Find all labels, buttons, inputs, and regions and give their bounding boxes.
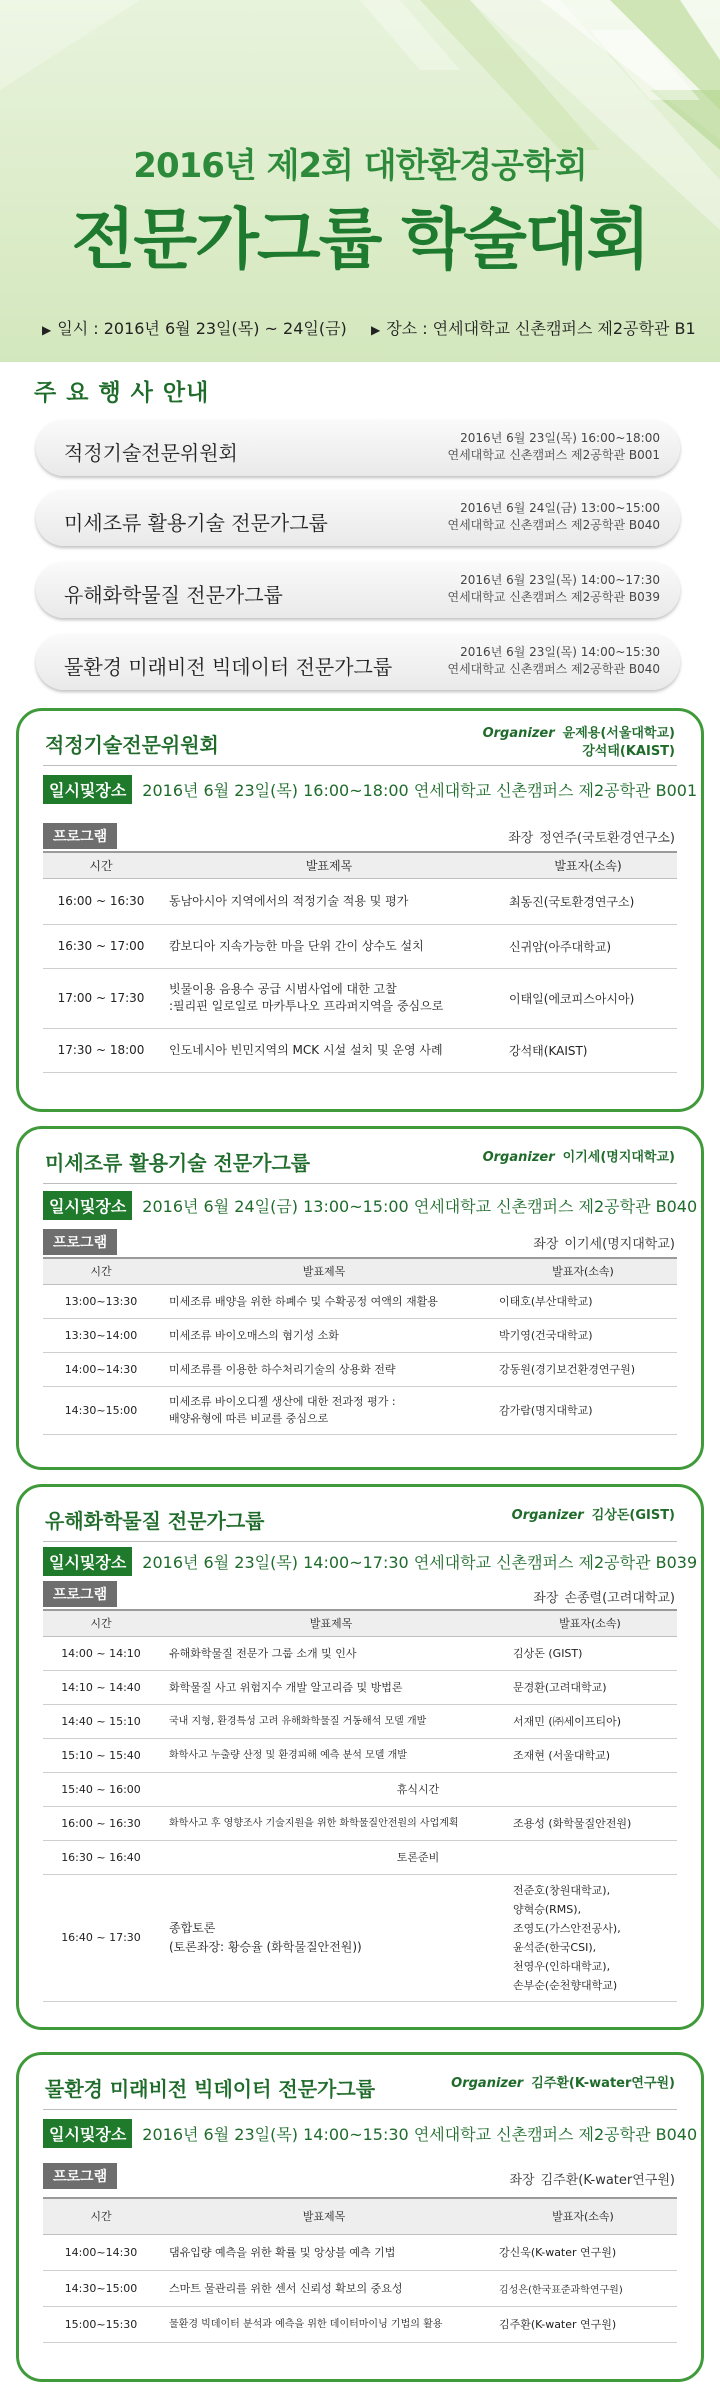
triangle-right-icon: ▶ — [370, 323, 381, 337]
row-title: 화학사고 누출량 산정 및 환경피해 예측 분석 모델 개발 — [159, 1738, 503, 1772]
row-time: 16:40 ~ 17:30 — [43, 1874, 159, 2001]
row-speaker: 김성은(한국표준과학연구원) — [489, 2270, 677, 2306]
speaker-line: 전준호(창원대학교), — [513, 1883, 611, 1897]
table-row — [43, 1386, 677, 1434]
table-row — [43, 1806, 677, 1840]
row-break: 휴식시간 — [159, 1772, 677, 1806]
agenda-item-date: 2016년 6월 23일(목) 16:00~18:00 — [460, 431, 660, 445]
section-title: 적정기술전문위원회 — [45, 733, 219, 757]
section-card-appropriate-tech — [16, 708, 704, 1112]
speaker-line: 양혁승(RMS), — [513, 1902, 582, 1916]
row-time: 14:30~15:00 — [43, 1386, 159, 1434]
speaker-line: 천영우(인하대학교), — [513, 1959, 611, 1973]
divider — [43, 765, 677, 766]
row-speaker: 김상돈 (GIST) — [503, 1636, 677, 1670]
event-venue: 장소 : 연세대학교 신촌캠퍼스 제2공학관 B1 — [386, 319, 696, 338]
section-organizer — [512, 1507, 675, 1525]
row-time: 16:30 ~ 16:40 — [43, 1840, 159, 1874]
row-speaker: 최동진(국토환경연구소) — [499, 878, 677, 924]
row-time: 14:00 ~ 14:10 — [43, 1636, 159, 1670]
row-speaker: 강신욱(K-water 연구원) — [489, 2234, 677, 2270]
agenda-item-name: 물환경 미래비전 빅데이터 전문가그룹 — [64, 655, 393, 679]
program-tag: 프로그램 — [43, 1581, 117, 1607]
row-speaker: 조용성 (화학물질안전원) — [503, 1806, 677, 1840]
agenda-item-name: 유해화학물질 전문가그룹 — [64, 583, 283, 607]
table-row — [43, 1670, 677, 1704]
agenda-item-place: 연세대학교 신촌캠퍼스 제2공학관 B001 — [447, 448, 660, 462]
table-header — [43, 2198, 677, 2234]
agenda-item-when — [447, 572, 660, 606]
organizer-name: 김주환(K-water연구원) — [531, 2076, 675, 2091]
row-title — [159, 1386, 489, 1434]
agenda-item-place: 연세대학교 신촌캠퍼스 제2공학관 B040 — [447, 518, 660, 532]
chair-name: 이기세(명지대학교) — [564, 1237, 675, 1252]
organizer-label: Organizer — [482, 1150, 555, 1165]
chair-name: 손종렬(고려대학교) — [564, 1591, 675, 1606]
row-title: 화학물질 사고 위험지수 개발 알고리즘 및 방법론 — [159, 1670, 503, 1704]
row-title-line1: 종합토론 — [169, 1920, 216, 1935]
agenda-item-when — [447, 644, 660, 678]
program-table — [43, 1257, 677, 1435]
table-row — [43, 1028, 677, 1072]
datetime-tag: 일시및장소 — [43, 1191, 132, 1220]
row-title-line1: 빗물이용 음용수 공급 시범사업에 대한 고찰 — [169, 982, 397, 996]
agenda-heading: 주 요 행 사 안내 — [34, 380, 210, 406]
section-title: 미세조류 활용기술 전문가그룹 — [45, 1151, 311, 1175]
section-chair — [509, 2169, 675, 2188]
agenda-item-when — [447, 430, 660, 464]
row-speaker: 서재민 (㈜세이프티아) — [503, 1704, 677, 1738]
row-time: 15:40 ~ 16:00 — [43, 1772, 159, 1806]
col-title: 발표제목 — [159, 2198, 489, 2234]
agenda-item-place: 연세대학교 신촌캠퍼스 제2공학관 B039 — [447, 590, 660, 604]
col-speaker: 발표자(소속) — [489, 1258, 677, 1284]
row-title: 유해화학물질 전문가 그룹 소개 및 인사 — [159, 1636, 503, 1670]
row-title: 스마트 물관리를 위한 센서 신뢰성 확보의 중요성 — [159, 2270, 489, 2306]
row-title-line2: (토론좌장: 황승율 (화학물질안전원)) — [169, 1939, 362, 1954]
datetime-tag: 일시및장소 — [43, 775, 132, 804]
table-row — [43, 968, 677, 1028]
table-row — [43, 1704, 677, 1738]
program-table — [43, 851, 677, 1073]
table-row — [43, 1840, 677, 1874]
section-organizer — [483, 1149, 675, 1167]
col-time: 시간 — [43, 1610, 159, 1636]
row-time: 16:30 ~ 17:00 — [43, 924, 159, 968]
section-chair — [533, 1233, 675, 1252]
datetime-text: 2016년 6월 24일(금) 13:00~15:00 연세대학교 신촌캠퍼스 제2공학관 B040 — [142, 1197, 698, 1216]
row-title: 국내 지형, 환경특성 고려 유해화학물질 거동해석 모델 개발 — [159, 1704, 503, 1738]
divider — [43, 1541, 677, 1542]
row-time: 14:00~14:30 — [43, 1352, 159, 1386]
row-speaker: 감가람(명지대학교) — [489, 1386, 677, 1434]
row-time: 15:10 ~ 15:40 — [43, 1738, 159, 1772]
row-speaker: 강동원(경기보건환경연구원) — [489, 1352, 677, 1386]
row-time: 14:00~14:30 — [43, 2234, 159, 2270]
row-time: 16:00 ~ 16:30 — [43, 878, 159, 924]
agenda-item-date: 2016년 6월 23일(목) 14:00~15:30 — [460, 645, 660, 659]
row-speaker: 조재현 (서울대학교) — [503, 1738, 677, 1772]
row-title: 화학사고 후 영향조사 기술지원을 위한 화학물질안전원의 사업계획 — [159, 1806, 503, 1840]
row-time: 14:10 ~ 14:40 — [43, 1670, 159, 1704]
agenda-item-name: 미세조류 활용기술 전문가그룹 — [64, 511, 328, 535]
col-speaker: 발표자(소속) — [503, 1610, 677, 1636]
row-title-line1: 미세조류 바이오디젤 생산에 대한 전과정 평가 : — [169, 1395, 396, 1408]
section-chair — [533, 1587, 675, 1606]
row-time: 15:00~15:30 — [43, 2306, 159, 2342]
event-date: 일시 : 2016년 6월 23일(목) ~ 24일(금) — [57, 319, 347, 338]
row-speaker: 김주환(K-water 연구원) — [489, 2306, 677, 2342]
datetime-tag: 일시및장소 — [43, 1547, 132, 1576]
row-title: 인도네시아 빈민지역의 MCK 시설 설치 및 운영 사례 — [159, 1028, 499, 1072]
agenda-item — [36, 634, 680, 690]
col-title: 발표제목 — [159, 1258, 489, 1284]
divider — [43, 2109, 677, 2110]
event-subtitle: 2016년 제2회 대한환경공학회 — [133, 146, 587, 186]
row-title: 물환경 빅데이터 분석과 예측을 위한 데이터마이닝 기법의 활용 — [159, 2306, 489, 2342]
row-speaker: 이태일(에코피스아시아) — [499, 968, 677, 1028]
table-row — [43, 2270, 677, 2306]
table-row — [43, 1772, 677, 1806]
row-title: 미세조류 배양을 위한 하폐수 및 수확공정 여액의 재활용 — [159, 1284, 489, 1318]
table-header — [43, 852, 677, 878]
row-title: 캄보디아 지속가능한 마을 단위 간이 상수도 설치 — [159, 924, 499, 968]
table-row — [43, 1636, 677, 1670]
agenda-item — [36, 420, 680, 476]
col-time: 시간 — [43, 2198, 159, 2234]
table-row — [43, 1874, 677, 2001]
row-break: 토론준비 — [159, 1840, 677, 1874]
agenda-item-when — [447, 500, 660, 534]
row-speaker: 신귀암(아주대학교) — [499, 924, 677, 968]
divider — [43, 1183, 677, 1184]
section-organizer — [451, 2075, 675, 2093]
datetime-text: 2016년 6월 23일(목) 16:00~18:00 연세대학교 신촌캠퍼스 제2공학관 B001 — [142, 781, 698, 800]
table-header — [43, 1610, 677, 1636]
row-time: 14:30~15:00 — [43, 2270, 159, 2306]
agenda-item-place: 연세대학교 신촌캠퍼스 제2공학관 B040 — [447, 662, 660, 676]
datetime-tag: 일시및장소 — [43, 2119, 132, 2148]
program-table — [43, 1609, 677, 2002]
speaker-line: 윤석준(한국CSI), — [513, 1940, 597, 1954]
agenda-item-date: 2016년 6월 23일(목) 14:00~17:30 — [460, 573, 660, 587]
chair-name: 김주환(K-water연구원) — [540, 2173, 675, 2188]
row-title-line2: 배양유형에 따른 비교를 중심으로 — [169, 1412, 329, 1425]
col-speaker: 발표자(소속) — [489, 2198, 677, 2234]
row-title: 미세조류 바이오매스의 혐기성 소화 — [159, 1318, 489, 1352]
program-table — [43, 2197, 677, 2343]
row-time: 13:30~14:00 — [43, 1318, 159, 1352]
organizer-name-2: 강석태(KAIST) — [582, 744, 675, 759]
table-row — [43, 2306, 677, 2342]
section-card-hazardous-chemicals — [16, 1484, 704, 2030]
hero-banner — [0, 0, 720, 362]
row-time: 14:40 ~ 15:10 — [43, 1704, 159, 1738]
event-info — [42, 316, 696, 339]
row-speaker: 이태호(부산대학교) — [489, 1284, 677, 1318]
datetime-text: 2016년 6월 23일(목) 14:00~15:30 연세대학교 신촌캠퍼스 제2공학관 B040 — [142, 2125, 698, 2144]
col-title: 발표제목 — [159, 1610, 503, 1636]
row-speakers — [503, 1874, 677, 2001]
agenda-item-name: 적정기술전문위원회 — [64, 441, 238, 465]
table-row — [43, 2234, 677, 2270]
section-datetime — [43, 1547, 697, 1576]
program-tag: 프로그램 — [43, 1229, 117, 1255]
organizer-label: Organizer — [511, 1508, 584, 1523]
section-card-water-bigdata — [16, 2052, 704, 2382]
chair-label: 좌장 — [533, 1237, 559, 1252]
col-speaker: 발표자(소속) — [499, 852, 677, 878]
datetime-text: 2016년 6월 23일(목) 14:00~17:30 연세대학교 신촌캠퍼스 제2공학관 B039 — [142, 1553, 698, 1572]
section-chair — [508, 827, 675, 846]
speaker-line: 조영도(가스안전공사), — [513, 1921, 621, 1935]
organizer-name: 이기세(명지대학교) — [562, 1150, 675, 1165]
row-speaker: 강석태(KAIST) — [499, 1028, 677, 1072]
agenda-item-date: 2016년 6월 24일(금) 13:00~15:00 — [460, 501, 660, 515]
table-row — [43, 1352, 677, 1386]
table-row — [43, 1284, 677, 1318]
table-header — [43, 1258, 677, 1284]
row-time: 17:00 ~ 17:30 — [43, 968, 159, 1028]
row-title: 미세조류를 이용한 하수처리기술의 상용화 전략 — [159, 1352, 489, 1386]
row-title: 댐유입량 예측을 위한 확률 및 앙상블 예측 기법 — [159, 2234, 489, 2270]
table-row — [43, 1318, 677, 1352]
section-title: 유해화학물질 전문가그룹 — [45, 1509, 265, 1533]
speaker-line: 손부순(순천향대학교) — [513, 1978, 618, 1992]
table-row — [43, 924, 677, 968]
row-time: 16:00 ~ 16:30 — [43, 1806, 159, 1840]
section-datetime — [43, 1191, 697, 1220]
section-title: 물환경 미래비전 빅데이터 전문가그룹 — [45, 2077, 376, 2101]
program-tag: 프로그램 — [43, 823, 117, 849]
triangle-right-icon: ▶ — [42, 323, 52, 337]
row-time: 17:30 ~ 18:00 — [43, 1028, 159, 1072]
col-title: 발표제목 — [159, 852, 499, 878]
row-title: 동남아시아 지역에서의 적정기술 적용 및 평가 — [159, 878, 499, 924]
section-datetime — [43, 2119, 697, 2148]
row-title — [159, 1874, 503, 2001]
organizer-label: Organizer — [451, 2076, 524, 2091]
section-organizer — [483, 725, 675, 761]
row-title-line2: :필리핀 일로일로 마카투나오 프라퍼지역을 중심으로 — [169, 999, 444, 1013]
chair-label: 좌장 — [509, 2173, 535, 2188]
section-datetime — [43, 775, 697, 804]
program-tag: 프로그램 — [43, 2163, 117, 2189]
col-time: 시간 — [43, 1258, 159, 1284]
chair-label: 좌장 — [508, 831, 534, 846]
col-time: 시간 — [43, 852, 159, 878]
row-time: 13:00~13:30 — [43, 1284, 159, 1318]
organizer-name: 김상돈(GIST) — [591, 1508, 675, 1523]
row-speaker: 박기영(건국대학교) — [489, 1318, 677, 1352]
table-row — [43, 878, 677, 924]
chair-label: 좌장 — [533, 1591, 559, 1606]
agenda-item — [36, 562, 680, 618]
event-title: 전문가그룹 학술대회 — [71, 201, 649, 278]
organizer-label: Organizer — [482, 726, 555, 741]
chair-name: 정연주(국토환경연구소) — [539, 831, 675, 846]
section-card-microalgae — [16, 1126, 704, 1470]
agenda-item — [36, 490, 680, 546]
table-row — [43, 1738, 677, 1772]
organizer-name: 윤제용(서울대학교) — [562, 726, 675, 741]
row-speaker: 문경환(고려대학교) — [503, 1670, 677, 1704]
row-title — [159, 968, 499, 1028]
